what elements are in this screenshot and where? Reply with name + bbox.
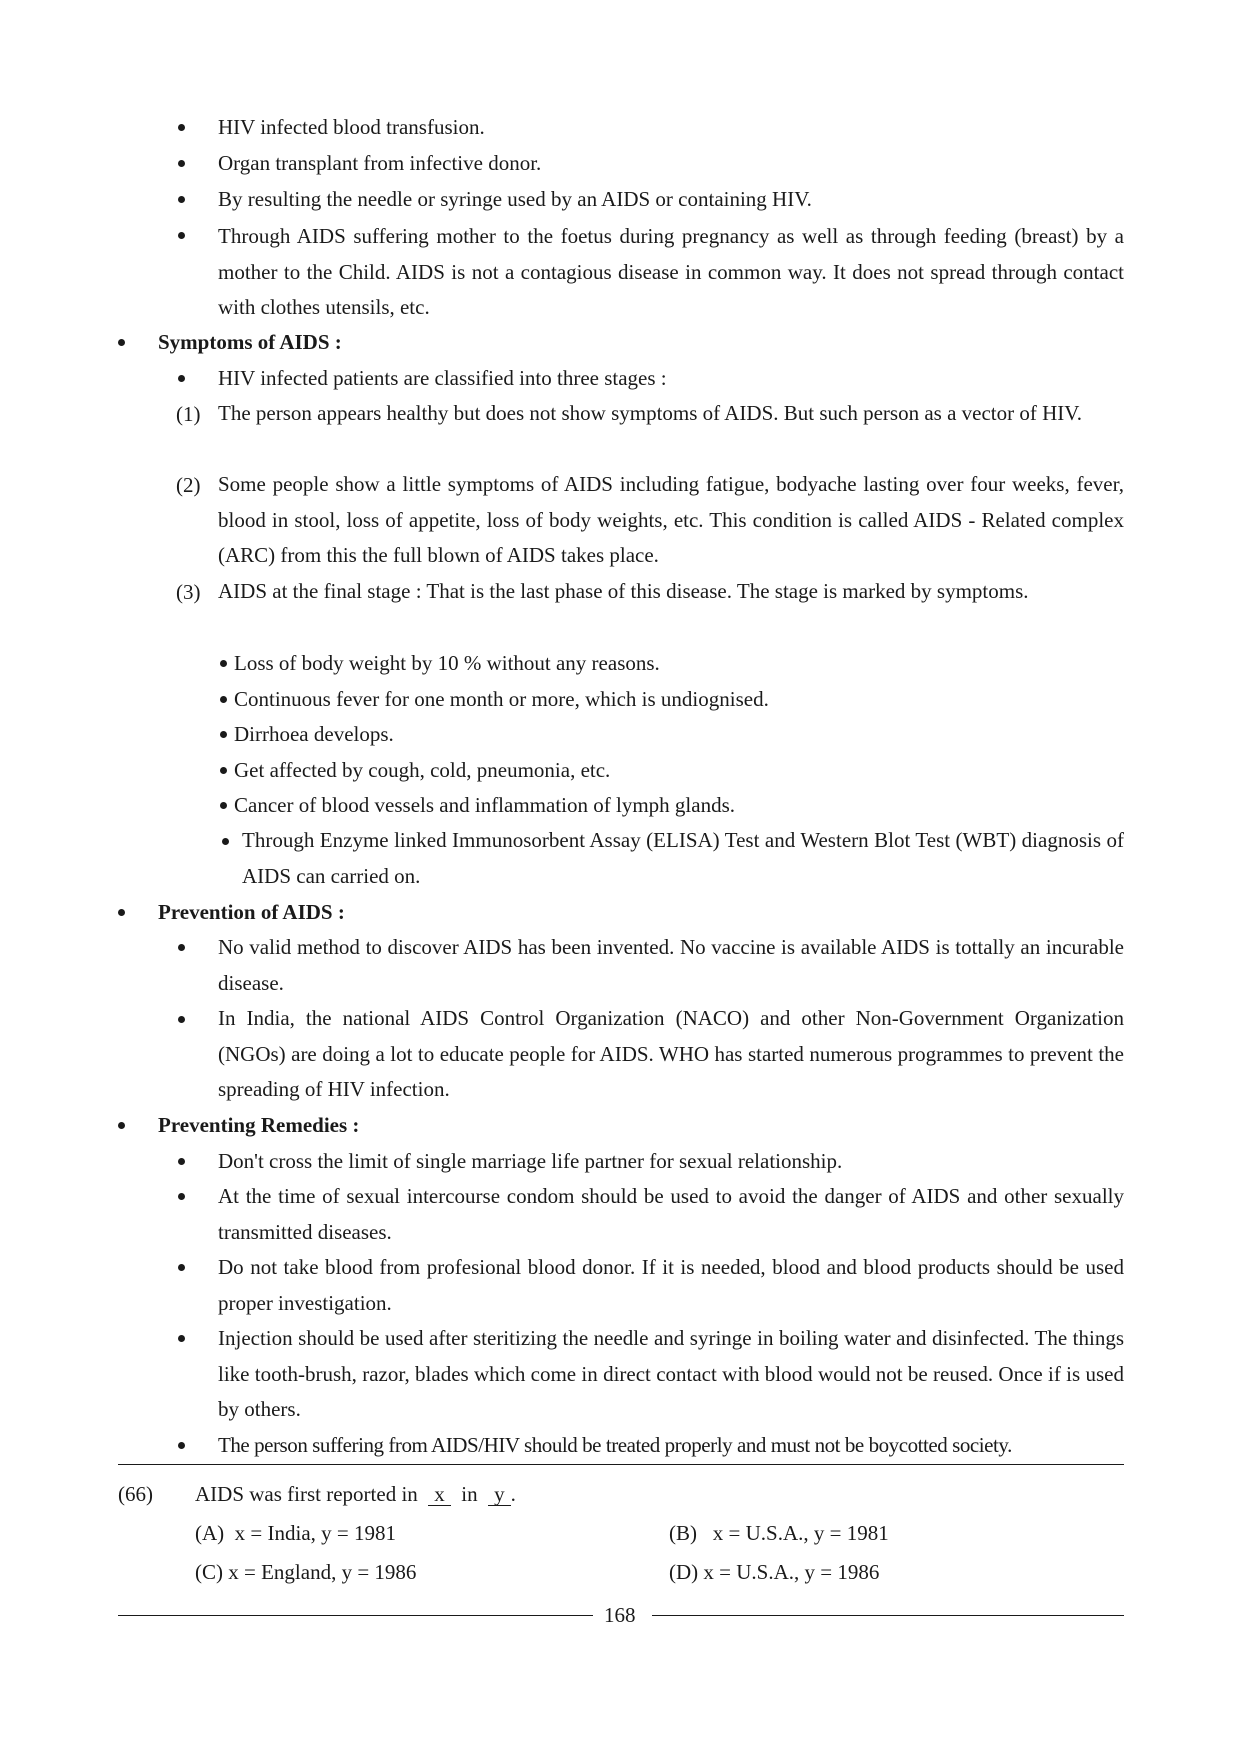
option-b[interactable]: (B) x = U.S.A., y = 1981: [669, 1521, 889, 1545]
stage-number: (2): [176, 473, 201, 497]
list-item: Do not take blood from profesional blood donor. If it is needed, blood and blood products should be used proper investigation.: [218, 1255, 1124, 1315]
footer-rule-left: [118, 1615, 593, 1616]
bullet-icon: [220, 767, 227, 774]
bullet-icon: [178, 1442, 185, 1449]
list-item: The person suffering from AIDS/HIV should be treated properly and must not be boycotted society.: [218, 1433, 1012, 1457]
blank-y: y: [488, 1483, 511, 1506]
stage-text: AIDS at the final stage : That is the last phase of this disease. The stage is marked by symptoms.: [218, 579, 1029, 603]
list-item: Through Enzyme linked Immunosorbent Assay (ELISA) Test and Western Blot Test (WBT) diagnosis of AIDS can carried on.: [242, 828, 1124, 888]
bullet-icon: [178, 160, 185, 167]
bullet-icon: [178, 232, 185, 239]
page-number: 168: [604, 1603, 636, 1627]
footer-rule-right: [652, 1615, 1124, 1616]
question-stem: AIDS was first reported in x in y .: [195, 1482, 516, 1506]
bullet-icon: [178, 944, 185, 951]
bullet-icon: [178, 1335, 185, 1342]
list-item: At the time of sexual intercourse condom should be used to avoid the danger of AIDS and other sexually transmitted diseases.: [218, 1184, 1124, 1244]
stage-number: (1): [176, 402, 201, 426]
option-c[interactable]: (C) x = England, y = 1986: [195, 1560, 417, 1584]
bullet-icon: [220, 660, 227, 667]
bullet-icon: [220, 731, 227, 738]
list-item: Loss of body weight by 10 % without any reasons.: [220, 650, 660, 676]
bullet-icon: [118, 909, 125, 916]
section-heading-prevention: Prevention of AIDS :: [158, 900, 345, 924]
stage-number: (3): [176, 580, 201, 604]
section-heading-symptoms: Symptoms of AIDS :: [158, 330, 342, 354]
bullet-icon: [118, 339, 125, 346]
bullet-icon: [118, 1122, 125, 1129]
list-item: In India, the national AIDS Control Organization (NACO) and other Non-Government Organization (NGOs) are doing a lot to educate people for AIDS. WHO has started numerous programmes to prevent the spreading of HIV infection.: [218, 1006, 1124, 1101]
symptoms-intro: HIV infected patients are classified into three stages :: [218, 366, 667, 390]
section-heading-remedies: Preventing Remedies :: [158, 1113, 360, 1137]
list-item: Cancer of blood vessels and inflammation of lymph glands.: [220, 792, 735, 818]
blank-x: x: [428, 1483, 451, 1506]
list-item: By resulting the needle or syringe used by an AIDS or containing HIV.: [218, 187, 812, 211]
list-item: Continuous fever for one month or more, which is undiognised.: [220, 686, 769, 712]
list-item: Injection should be used after steritizing the needle and syringe in boiling water and disinfected. The things like tooth-brush, razor, blades which come in direct contact with blood would not be reused. Once if is used by others.: [218, 1326, 1124, 1421]
list-item: Dirrhoea develops.: [220, 721, 394, 747]
list-item: Through AIDS suffering mother to the foetus during pregnancy as well as through feeding (breast) by a mother to the Child. AIDS is not a contagious disease in common way. It does not spread through contact with clothes utensils, etc.: [218, 224, 1124, 319]
bullet-icon: [178, 1158, 185, 1165]
bullet-icon: [178, 1016, 185, 1023]
bullet-icon: [178, 124, 185, 131]
list-item: Organ transplant from infective donor.: [218, 151, 542, 175]
option-d[interactable]: (D) x = U.S.A., y = 1986: [669, 1560, 880, 1584]
bullet-icon: [178, 196, 185, 203]
bullet-icon: [222, 838, 229, 845]
bullet-icon: [178, 375, 185, 382]
stage-text: The person appears healthy but does not show symptoms of AIDS. But such person as a vector of HIV.: [218, 401, 1082, 425]
bullet-icon: [220, 802, 227, 809]
option-a[interactable]: (A) x = India, y = 1981: [195, 1521, 396, 1545]
question-number: (66): [118, 1482, 153, 1506]
bullet-icon: [178, 1264, 185, 1271]
list-item: No valid method to discover AIDS has been invented. No vaccine is available AIDS is tottally an incurable disease.: [218, 935, 1124, 995]
section-divider: [118, 1464, 1124, 1465]
list-item: HIV infected blood transfusion.: [218, 115, 485, 139]
list-item: Don't cross the limit of single marriage life partner for sexual relationship.: [218, 1149, 843, 1173]
list-item: Get affected by cough, cold, pneumonia, etc.: [220, 757, 610, 783]
bullet-icon: [220, 696, 227, 703]
bullet-icon: [178, 1193, 185, 1200]
stage-text: Some people show a little symptoms of AIDS including fatigue, bodyache lasting over four weeks, fever, blood in stool, loss of appetite, loss of body weights, etc. This condition is called AIDS - Related complex (ARC) from this the full blown of AIDS takes place.: [218, 472, 1124, 567]
